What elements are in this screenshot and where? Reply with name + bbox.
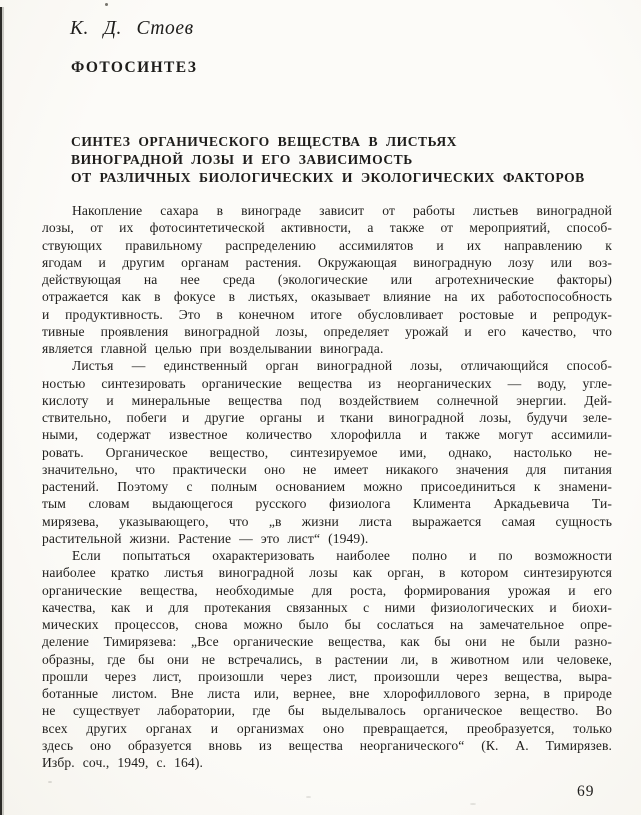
text-line: здесь оно образуется вновь из вещества неорганического“ (К. А. Тимирязев. (42, 737, 612, 753)
text-line: мических процессов, снова можно было бы сослаться на замечательное опре- (42, 617, 612, 632)
text-line: наиболее кратко листья виноградной лозы как орган, в котором синтезируются (42, 565, 612, 581)
text-line: отражается как в фокусе в листьях, оказывает влияние на их работоспособность (42, 289, 612, 305)
text-line: тым словам выдающегося русского физиолога Климента Аркадьевича Ти- (42, 496, 612, 512)
text-line: растительной жизни. Растение — это лист“ (1949). (42, 530, 369, 546)
text-line: Листья — единственный орган виноградной лозы, отличающийся способ- (72, 358, 612, 374)
paragraph (42, 202, 612, 357)
scan-edge-artifact-soft (2, 7, 4, 815)
text-line: ными, содержат известное количество хлорофилла и также могут ассимили- (42, 427, 612, 443)
text-line: является главной целью при возделывании винограда. (42, 341, 384, 356)
text-line: значительно, что практически оно не имеет никакого значения для питания (42, 461, 612, 477)
scan-speck (306, 796, 311, 798)
text-line: органические вещества, необходимые для роста, формирования урожая и его (42, 582, 612, 598)
author-name: К. Д. Стоев (70, 18, 194, 39)
text-line: прошли через лист, произошли через лист, произошли через вещества, выра- (42, 668, 612, 684)
scan-speck (470, 803, 476, 805)
scan-speck (105, 3, 108, 6)
text-line: ровать. Органическое вещество, синтезируемое ими, однако, настолько не- (42, 444, 612, 460)
text-line: растений. Поэтому с полным основанием можно присоединиться к знамени- (42, 479, 612, 494)
text-line: Избр. соч., 1949, с. 164). (42, 755, 203, 770)
text-line: деление Тимирязева: „Все органические вещества, как бы они не были разно- (42, 634, 612, 650)
text-line: Накопление сахара в винограде зависит от работы листьев виноградной (72, 203, 612, 218)
text-line: мирязева, указывающего, что „в жизни листа выражается самая сущность (42, 513, 612, 529)
text-line: ботанные листом. Вне листа или, вернее, вне хлорофиллового зерна, в природе (42, 686, 612, 701)
body-text (42, 202, 612, 771)
text-line: Если попытаться охарактеризовать наиболее полно и по возможности (72, 548, 612, 563)
chapter-heading-line: ОТ РАЗЛИЧНЫХ БИОЛОГИЧЕСКИХ И ЭКОЛОГИЧЕСКИХ ФАКТОРОВ (71, 170, 585, 186)
text-line: ностью синтезировать органические вещества из неорганических — воду, угле- (42, 375, 612, 391)
book-title: ФОТОСИНТЕЗ (71, 59, 198, 76)
chapter-heading (71, 133, 631, 188)
paragraph (42, 357, 612, 547)
text-line: качества, как и для протекания связанных с ними физиологических и биохи- (42, 599, 612, 615)
text-line: не существует лаборатории, где бы выделывалось органическое вещество. Во (42, 703, 612, 719)
text-line: лозы, от их фотосинтетической активности, а также от мероприятий, способ- (42, 220, 612, 236)
chapter-heading-line: ВИНОГРАДНОЙ ЛОЗЫ И ЕГО ЗАВИСИМОСТЬ (71, 152, 413, 168)
text-line: образны, где бы они не встречались, в растении ли, в животном или человеке, (42, 651, 612, 667)
chapter-heading-line: СИНТЕЗ ОРГАНИЧЕСКОГО ВЕЩЕСТВА В ЛИСТЬЯХ (71, 134, 457, 149)
text-line: и продуктивность. Это в конечном итоге обусловливает ростовые и репродук- (42, 306, 612, 322)
scan-speck (48, 781, 52, 783)
text-line: всех других органах и организмах оно превращается, преобразуется, только (42, 720, 612, 736)
page-number: 69 (577, 783, 595, 800)
text-line: тивные проявления виноградной лозы, определяет урожай и его качество, что (42, 323, 612, 339)
text-line: ствительно, побеги и другие органы и ткани виноградной лозы, будучи зеле- (42, 410, 612, 425)
text-line: ягодам и другим органам растения. Окружающая виноградную лозу или воз- (42, 254, 612, 270)
text-line: действующая на нее среда (экологические или агротехнические факторы) (42, 272, 612, 287)
text-line: кислоту и минеральные вещества под воздействием солнечной энергии. Дей- (42, 392, 612, 408)
text-line: ствующих правильному распределению ассимилятов и их направлению к (42, 237, 612, 253)
paragraph (42, 547, 612, 771)
